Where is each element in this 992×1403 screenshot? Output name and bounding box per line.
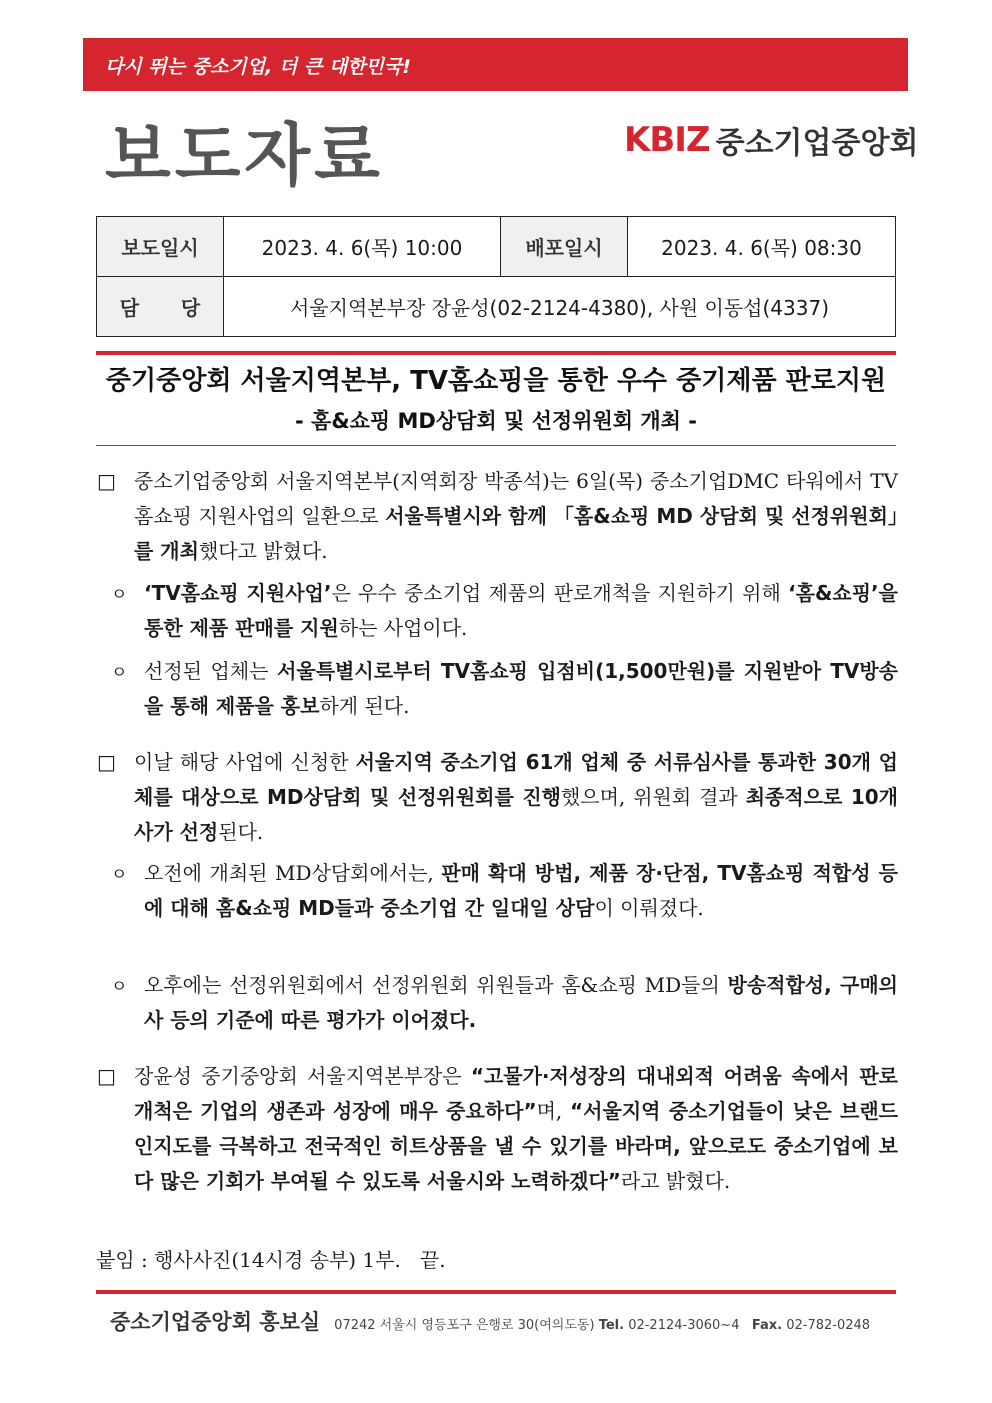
slogan-banner: [83, 38, 908, 91]
distribute-date-value: 2023. 4. 6(목) 08:30: [628, 217, 896, 277]
release-date-value: 2023. 4. 6(목) 10:00: [224, 217, 501, 277]
square-bullet: □: [97, 750, 116, 774]
paragraph-2: 이날 해당 사업에 신청한 서울지역 중소기업 61개 업체 중 서류심사를 통과한 30개 업체를 대상으로 MD상담회 및 선정위원회를 진행했으며, 위원회 결과 최종적으로 10개사가 선정된다.: [134, 750, 898, 844]
circle-bullet: ㅇ: [111, 585, 128, 605]
attachment-note: 붙임 : 행사사진(14시경 송부) 1부. 끝.: [96, 1248, 446, 1272]
headline-top-rule: [96, 351, 896, 355]
footer-org: 중소기업중앙회 홍보실: [110, 1310, 321, 1334]
square-bullet: □: [97, 469, 116, 493]
release-date-label: 보도일시: [97, 217, 224, 277]
logo-mark: KBIZ: [624, 120, 710, 160]
footer-address: 07242 서울시 영등포구 은행로 30(여의도동) Tel. 02-2124-3060~4 Fax. 02-782-0248: [334, 1318, 871, 1333]
slogan-text: 다시 뛰는 중소기업, 더 큰 대한민국!: [105, 56, 411, 78]
paragraph-2-1: 오전에 개최된 MD상담회에서는, 판매 확대 방법, 제품 장·단점, TV홈쇼핑 적합성 등에 대해 홈&쇼핑 MD들과 중소기업 간 일대일 상담이 이뤄졌다.: [144, 861, 898, 920]
square-bullet: □: [97, 1064, 116, 1088]
paragraph-1: 중소기업중앙회 서울지역본부(지역회장 박종석)는 6일(목) 중소기업DMC 타워에서 TV홈쇼핑 지원사업의 일환으로 서울특별시와 함께 「홈&쇼핑 MD 상담회 및 선정위원회」를 개최했다고 밝혔다.: [134, 469, 899, 563]
footer-rule: [96, 1290, 896, 1294]
paragraph-2-2: 오후에는 선정위원회에서 선정위원회 위원들과 홈&쇼핑 MD들의 방송적합성, 구매의사 등의 기준에 따른 평가가 이어졌다.: [144, 973, 898, 1032]
circle-bullet: ㅇ: [111, 865, 128, 885]
paragraph-1-2: 선정된 업체는 서울특별시로부터 TV홈쇼핑 입점비(1,500만원)를 지원받아 TV방송을 통해 제품을 홍보하게 된다.: [144, 659, 898, 718]
subheadline: - 홈&쇼핑 MD상담회 및 선정위원회 개최 -: [295, 409, 697, 433]
circle-bullet: ㅇ: [111, 663, 128, 683]
contact-label: 담 당: [97, 277, 224, 337]
headline: 중기중앙회 서울지역본부, TV홈쇼핑을 통한 우수 중기제품 판로지원: [105, 366, 887, 396]
logo-name: 중소기업중앙회: [715, 126, 919, 161]
release-info-table: [96, 216, 896, 337]
headline-bottom-rule: [96, 445, 896, 446]
contact-value: 서울지역본부장 장윤성(02-2124-4380), 사원 이동섭(4337): [224, 277, 896, 337]
kbiz-logo: [624, 118, 918, 162]
circle-bullet: ㅇ: [111, 977, 128, 997]
paragraph-3: 장윤성 중기중앙회 서울지역본부장은 “고물가·저성장의 대내외적 어려움 속에서 판로 개척은 기업의 생존과 성장에 매우 중요하다”며, “서울지역 중소기업들이 낮은 브랜드 인지도를 극복하고 전국적인 히트상품을 낼 수 있기를 바라며, 앞으로도 중소기업에 보다 많은 기회가 부여될 수 있도록 서울시와 노력하겠다”라고 밝혔다.: [134, 1064, 898, 1193]
footer: [110, 1306, 870, 1336]
paragraph-1-1: ‘TV홈쇼핑 지원사업’은 우수 중소기업 제품의 판로개척을 지원하기 위해 ‘홈&쇼핑’을 통한 제품 판매를 지원하는 사업이다.: [144, 581, 898, 640]
page-title: 보도자료: [105, 117, 384, 196]
distribute-date-label: 배포일시: [501, 217, 628, 277]
